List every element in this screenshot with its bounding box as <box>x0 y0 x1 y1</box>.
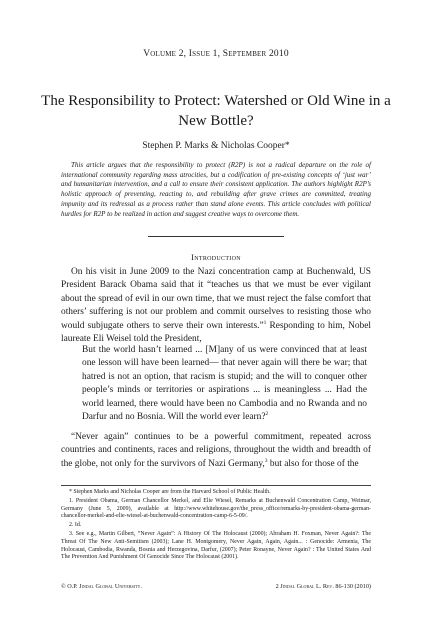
article-authors: Stephen P. Marks & Nicholas Cooper* <box>142 141 290 151</box>
journal-citation: 2 Jindal Global L. Rev. 86-130 (2010) <box>275 583 371 590</box>
paragraph-text: Responding to him, Nobel laureate Eli Weisel told the President, <box>61 320 371 345</box>
footnote-divider <box>61 485 371 486</box>
copyright-notice: © O.P. Jindal Global University. <box>61 583 142 590</box>
footnote: * Stephen Marks and Nicholas Cooper are from the Harvard School of Public Health. <box>69 489 271 495</box>
quote-text: But the world hasn’t learned ... [M]any of us were convinced that at least one lesson will have been learned— that never again will there be war; that hatred is not an option, that racism is stupid; and the will to conquer other people’s minds or territories or aspirations ... is meaningless ... Had the world learned, there would have been no Cambodia and no Rwanda and no Darfur and no Bosnia. Will the world ever learn? <box>82 345 367 423</box>
article-title: The Responsibility to Protect: Watershed or Old Wine in a New Bottle? <box>41 93 391 129</box>
footnote-ref[interactable]: 3 <box>264 457 268 464</box>
footnote: 3. See e.g., Martin Gilbert, “Never Again”: A History Of The Holocaust (2000); Abraham H. Foxman, Never Again?: The Threat Of The New Anti-Semitism (2003); Lane H. Montgomery, Never Again, Again, Again... : Genocide: Armenia, The Holocaust, Cambodia, Rwanda, Bosnia and Herzegovina, Darfur, (2007); Peter Ronayne, Never Again? : The United States And The Prevention And Punishment Of Genocide Since The Holocaust (2001). <box>61 530 371 561</box>
footnote: 1. President Obama, German Chancellor Merkel, and Elie Wiesel, Remarks at Buchenwald Concentration Camp, Weimar, Germany (June 5, 2009), available at http://www.whitehouse.gov/the_press_office/remarks-by-president-obama-german-chancellor-merkel-and-elie-wiesel-at-buchenwald-concentration-camp-6-5-09/. <box>61 497 371 520</box>
section-heading: Introduction <box>191 252 241 262</box>
running-head: Volume 2, Issue 1, September 2010 <box>143 49 289 59</box>
body-paragraph <box>61 431 371 471</box>
paragraph-text: On his visit in June 2009 to the Nazi concentration camp at Buchenwald, US President Barack Obama said that it “teaches us that we must be ever vigilant about the spread of evil in our own time, that we must reject the false comfort that others’ suffering is not our problem and commit ourselves to resisting those who would subjugate others to serve their own interests.” <box>61 267 371 331</box>
footnote-ref[interactable]: 1 <box>263 319 267 326</box>
paragraph-text: “Never again” continues to be a powerful commitment, repeated across countries and continents, races and religions, throughout the width and breadth of the globe, not only for the survivors of Nazi Germany, <box>61 432 371 469</box>
paragraph-text: but also for those of the <box>267 458 359 469</box>
footnotes <box>61 489 371 563</box>
block-quote <box>82 344 367 424</box>
section-divider <box>148 236 284 237</box>
footnote-ref[interactable]: 2 <box>265 410 269 417</box>
body-paragraph <box>61 266 371 346</box>
abstract: This article argues that the responsibility to protect (R2P) is not a radical departure on the role of international community regarding mass atrocities, but a codification of pre-existing concepts of ‘just war’ and humanitarian intervention, and a call to ensure their consistent application. The authors highlight R2P’s holistic approach of preventing, reacting to, and rebuilding after grave crimes are committed, treating impunity and its redressal as a process rather than stand alone events. This article concludes with political hurdles for R2P to be realized in action and suggest creative ways to overcome them. <box>61 161 371 218</box>
footnote: 2. Id. <box>69 522 82 529</box>
